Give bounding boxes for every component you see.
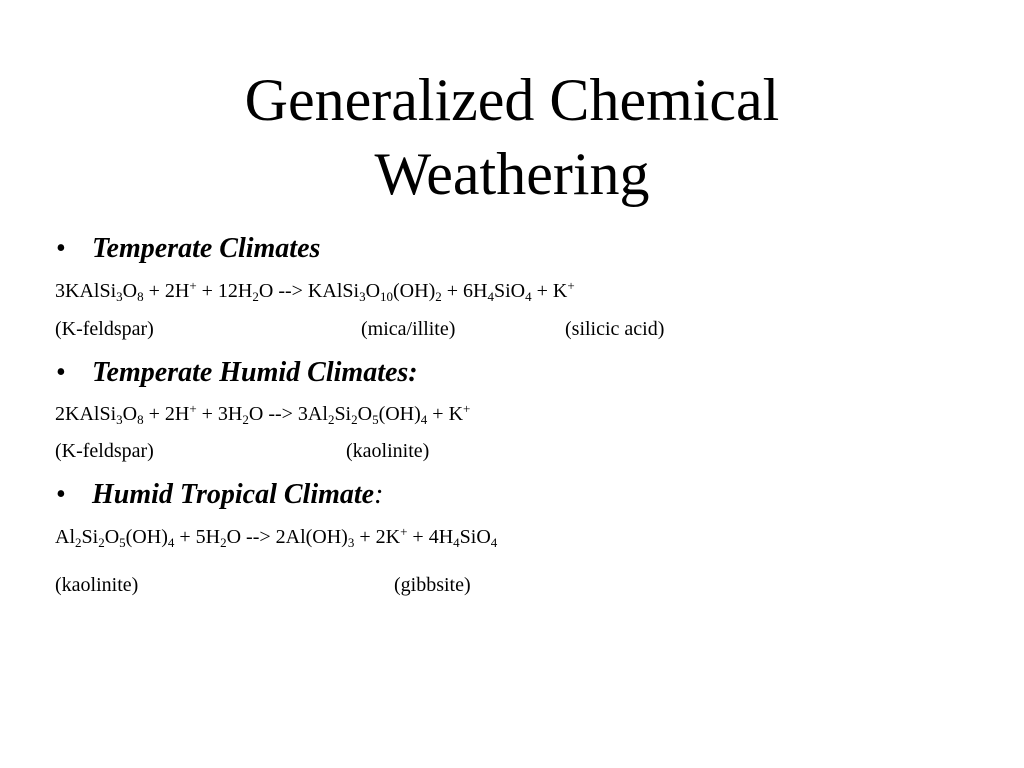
label-k-feldspar: (K-feldspar) xyxy=(55,440,154,462)
slide-title-line-1: Generalized Chemical xyxy=(244,67,780,133)
label-kaolinite: (kaolinite) xyxy=(55,574,139,596)
equation-temperate: $3KAlSi_3O_8 + 2H^+ + 12H_2O$ --> $KAlSi_3O_{10}(OH)_2 + 6H_4SiO_4 + K^+$ xyxy=(55,278,575,304)
bullet-dot: • xyxy=(56,357,66,388)
section-heading-suffix: : xyxy=(374,479,384,510)
label-kaolinite: (kaolinite) xyxy=(346,440,430,462)
equation-temperate-humid: $2KAlSi_3O_8 + 2H^+ + 3H_2O$ --> $3Al_2Si_2O_5(OH)_4 + K^+$ xyxy=(55,401,471,427)
bullet-humid-tropical-climate xyxy=(56,478,383,512)
slide-title-line-2: Weathering xyxy=(374,141,650,207)
label-k-feldspar: (K-feldspar) xyxy=(55,318,154,340)
bullet-dot: • xyxy=(56,479,66,510)
section-heading: Temperate Humid Climates: xyxy=(92,357,418,388)
equation-humid-tropical: $Al_2Si_2O_5(OH)_4 + 5H_2O$ --> $2Al(OH)_3 + 2K^+ + 4H_4SiO_4$ xyxy=(55,524,498,550)
bullet-dot: • xyxy=(56,233,66,264)
labels-temperate-humid xyxy=(55,438,755,464)
section-heading: Temperate Climates xyxy=(92,233,321,264)
label-mica-illite: (mica/illite) xyxy=(361,318,456,340)
label-gibbsite: (gibbsite) xyxy=(394,574,471,596)
label-silicic-acid: (silicic acid) xyxy=(565,318,665,340)
labels-humid-tropical xyxy=(55,572,755,598)
bullet-temperate-climates xyxy=(56,232,320,266)
section-heading: Humid Tropical Climate xyxy=(92,479,375,510)
labels-temperate xyxy=(55,316,755,342)
bullet-temperate-humid-climates xyxy=(56,356,418,390)
